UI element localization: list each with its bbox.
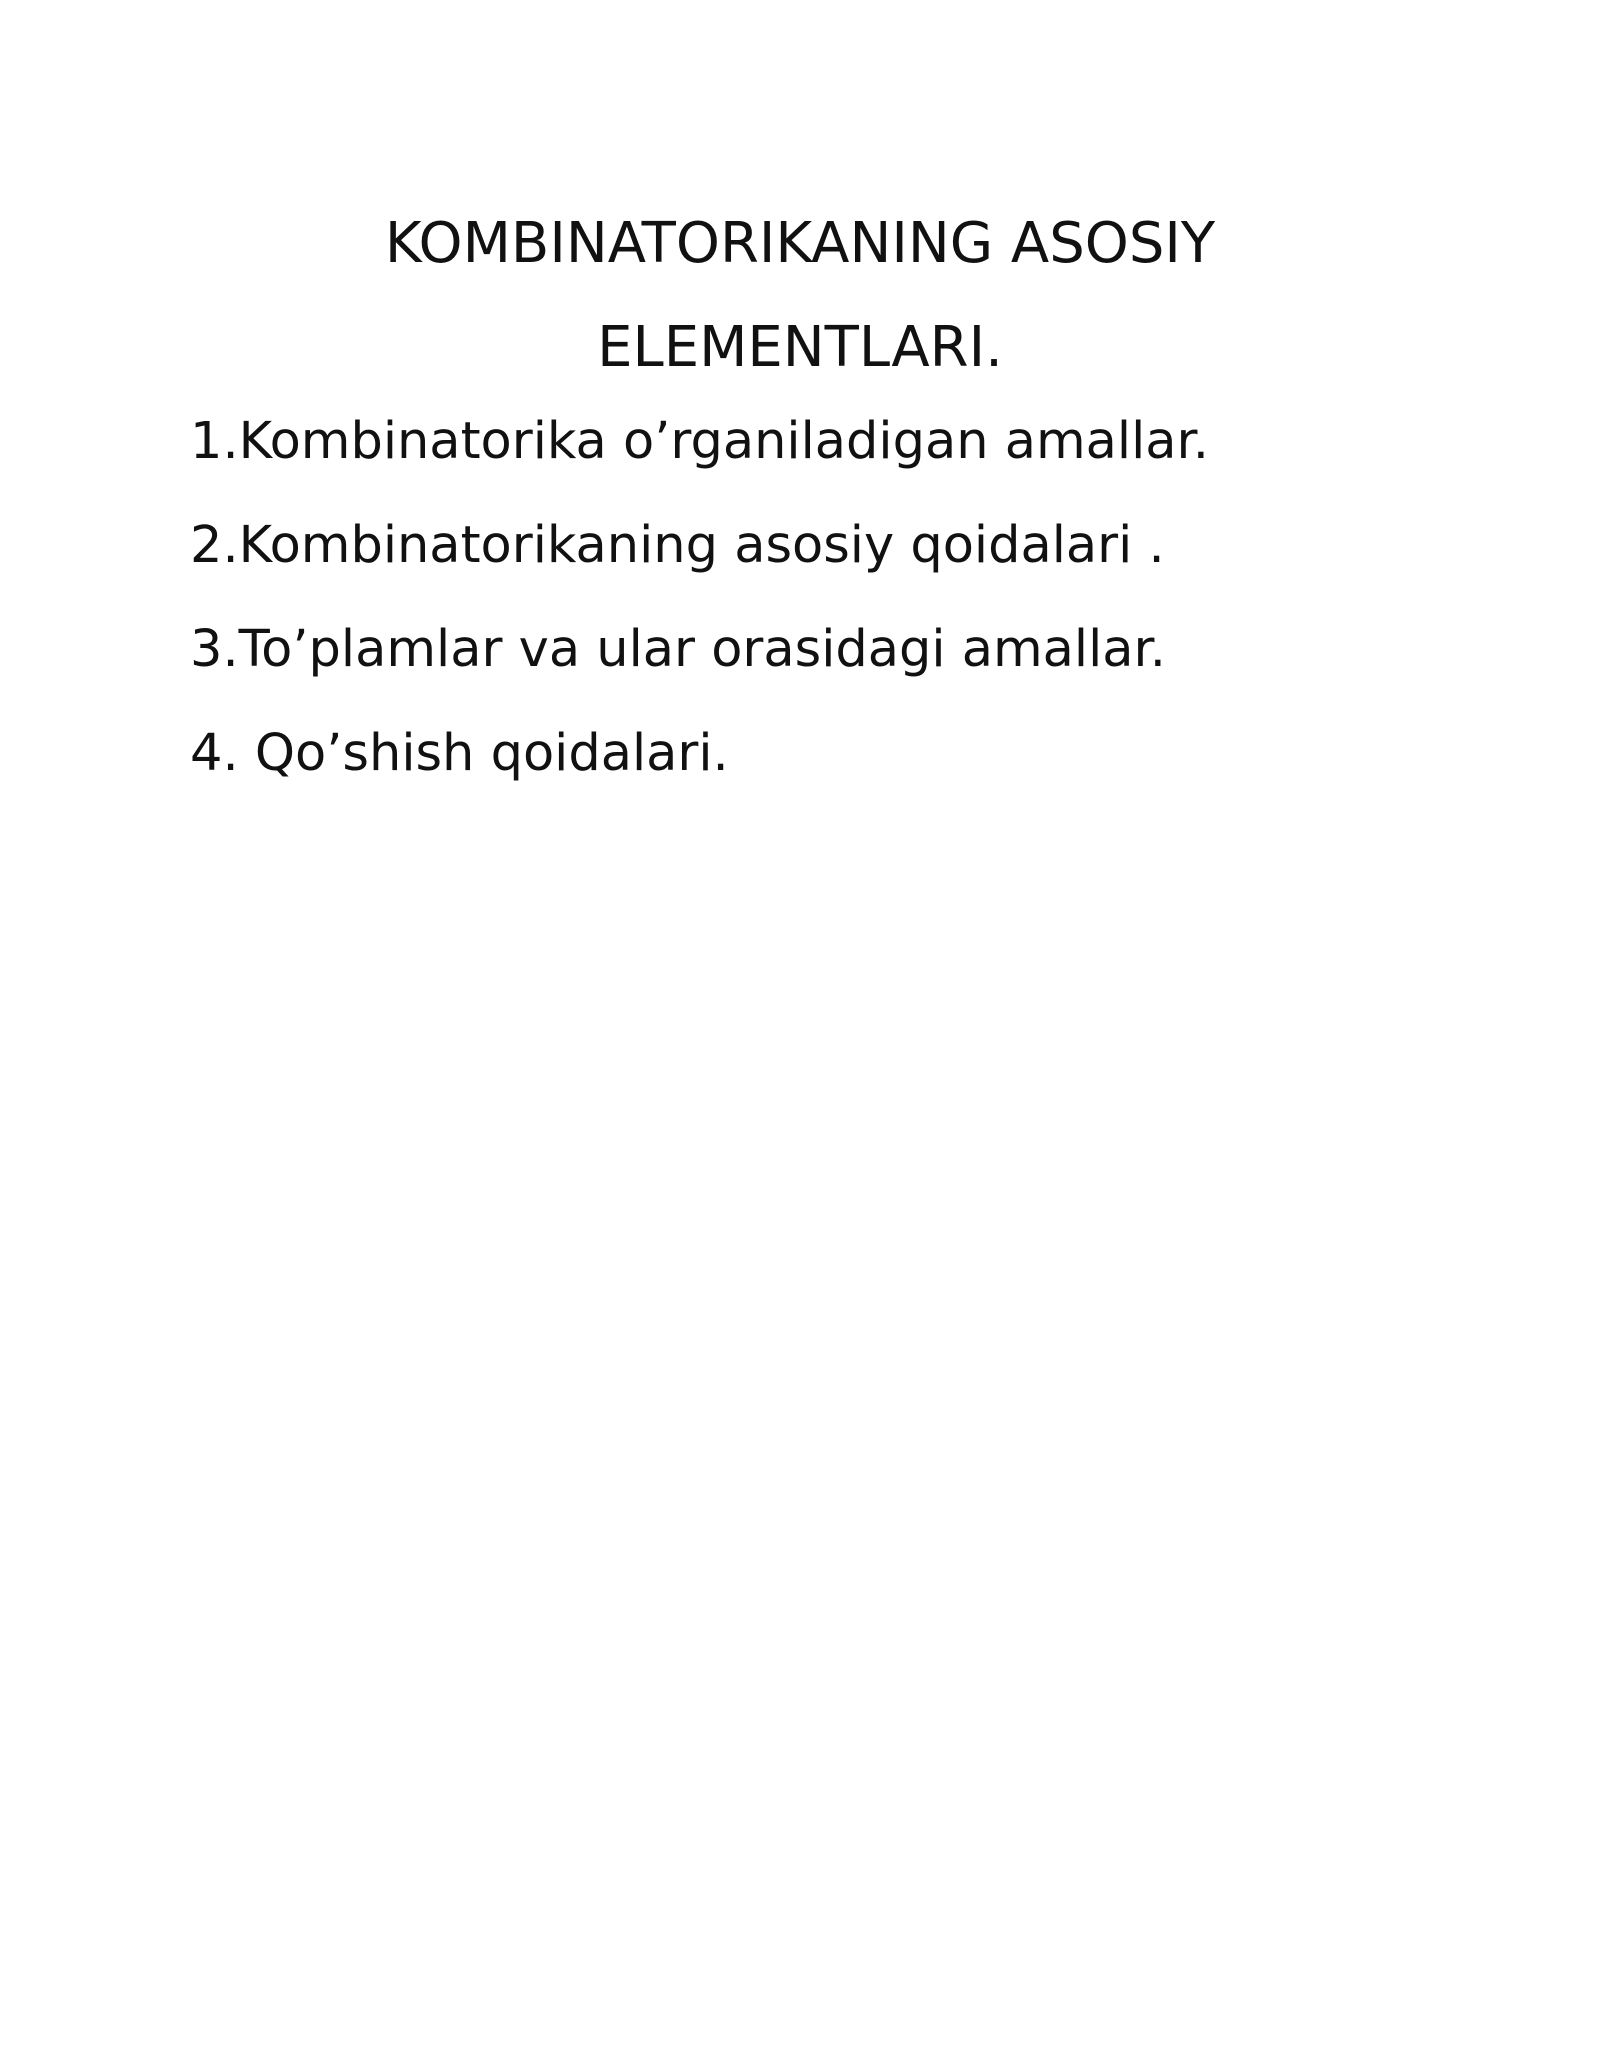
list-item: 2.Kombinatorikaning asosiy qoidalari . bbox=[190, 516, 1165, 575]
topic-list bbox=[190, 390, 1490, 806]
list-item: 4. Qo’shish qoidalari. bbox=[190, 724, 729, 783]
list-item: 3.To’plamlar va ular orasidagi amallar. bbox=[190, 620, 1167, 679]
list-item: 1.Kombinatorika o’rganiladigan amallar. bbox=[190, 412, 1210, 471]
title-line-2: ELEMENTLARI. bbox=[597, 315, 1003, 380]
page-title bbox=[250, 192, 1350, 400]
title-line-1: KOMBINATORIKANING ASOSIY bbox=[384, 211, 1216, 276]
